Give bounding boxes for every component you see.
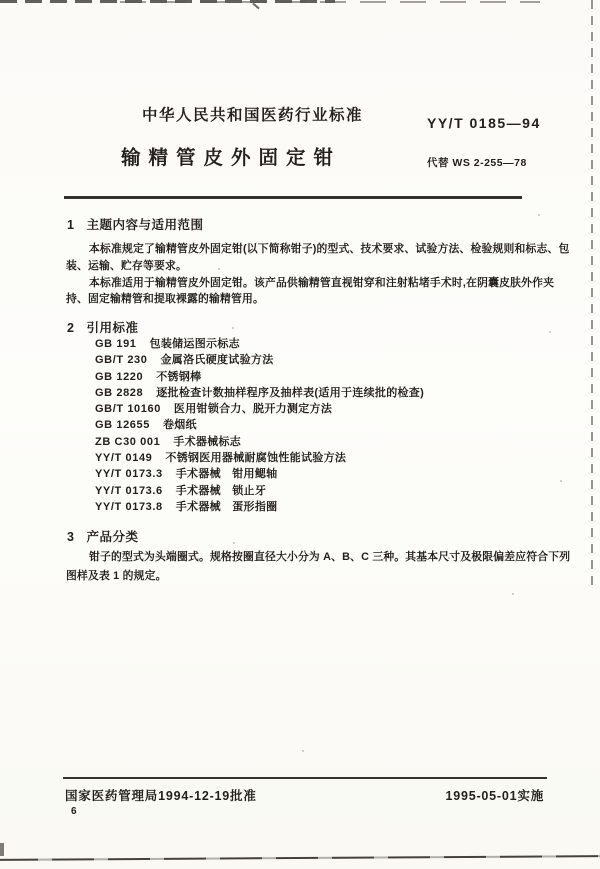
scan-speck <box>549 331 551 333</box>
reference-code: GB/T 230 <box>95 354 148 367</box>
section-heading-3 <box>67 527 138 545</box>
section-heading-1 <box>67 215 203 233</box>
reference-item <box>95 385 424 401</box>
scan-speck <box>512 593 514 595</box>
footer-rule <box>63 777 547 779</box>
section-number: 3 <box>67 530 75 544</box>
reference-title: 手术器械 钳用鳃轴 <box>175 468 278 481</box>
reference-item <box>95 434 424 450</box>
reference-title: 医用钳锁合力、脱开力测定方法 <box>173 403 333 416</box>
reference-code: YY/T 0149 <box>95 452 153 465</box>
section-heading-2 <box>67 318 138 336</box>
body-line: 本标准规定了输精管皮外固定钳(以下简称钳子)的型式、技术要求、试验方法、检验规则和标志、包 <box>89 243 570 255</box>
reference-title: 逐批检查计数抽样程序及抽样表(适用于连续批的检查) <box>156 386 425 399</box>
body-line: 钳子的型式为头端圈式。规格按圈直径大小分为 A、B、C 三种。其基本尺寸及极限偏差应符合下列 <box>89 551 571 563</box>
reference-title: 不锈钢医用器械耐腐蚀性能试验方法 <box>165 452 347 465</box>
reference-code: YY/T 0173.6 <box>95 484 163 497</box>
page-number: 6 <box>71 806 77 817</box>
reference-item <box>95 466 424 482</box>
reference-item <box>95 417 424 433</box>
scan-artifact-mark <box>252 3 259 10</box>
section-1-body <box>66 241 569 308</box>
scan-speck <box>560 480 562 482</box>
body-line: 图样及表 1 的规定。 <box>66 570 167 582</box>
document-title: 输精管皮外固定钳 <box>121 147 342 169</box>
header-rule <box>64 196 522 199</box>
reference-code: GB 191 <box>95 338 137 350</box>
body-line: 装、运输、贮存等要求。 <box>66 259 187 272</box>
section-number: 1 <box>67 218 75 232</box>
reference-title: 包装储运图示标志 <box>149 338 240 350</box>
scan-speck <box>538 214 540 216</box>
standard-number: YY/T 0185—94 <box>427 115 541 131</box>
reference-code: GB/T 10160 <box>95 403 161 416</box>
standard-org-title: 中华人民共和国医药行业标准 <box>142 107 364 124</box>
reference-item <box>95 369 424 385</box>
body-line: 本标准适用于输精管皮外固定钳。该产品供输精管直视钳穿和注射粘堵手术时,在阴囊皮肤外作夹 <box>89 276 555 289</box>
approval-note: 国家医药管理局1994-12-19批准 <box>65 789 257 803</box>
reference-list <box>95 336 424 515</box>
reference-item <box>95 401 424 417</box>
section-title: 产品分类 <box>86 530 139 544</box>
body-line: 持、固定输精管和提取裸露的输精管用。 <box>66 293 264 306</box>
reference-title: 手术器械标志 <box>173 435 242 448</box>
reference-item <box>95 450 424 466</box>
supersedes-note: 代替 WS 2-255—78 <box>427 157 527 169</box>
reference-code: YY/T 0173.8 <box>95 500 163 513</box>
reference-title: 不锈钢棒 <box>156 370 202 383</box>
scan-artifact-right-edge <box>591 0 593 590</box>
reference-item <box>95 483 424 499</box>
reference-item <box>95 352 424 368</box>
scan-artifact-left-mark <box>0 843 4 856</box>
reference-code: GB 2828 <box>95 386 144 399</box>
reference-code: ZB C30 001 <box>95 435 161 448</box>
scan-speck <box>302 750 304 752</box>
scan-speck <box>233 542 235 544</box>
implementation-note: 1995-05-01实施 <box>445 789 544 803</box>
reference-item <box>95 499 424 515</box>
reference-code: GB 12655 <box>95 419 150 432</box>
section-title: 引用标准 <box>86 321 139 335</box>
reference-item <box>95 336 424 352</box>
reference-title: 金属洛氏硬度试验方法 <box>160 354 274 367</box>
scan-artifact-top-edge-light <box>120 1 540 3</box>
reference-title: 手术器械 锁止牙 <box>175 484 267 497</box>
section-3-body <box>66 548 570 586</box>
section-title: 主题内容与适用范围 <box>86 218 204 232</box>
reference-code: GB 1220 <box>95 370 144 383</box>
reference-code: YY/T 0173.3 <box>95 468 163 481</box>
scan-speck <box>232 327 234 329</box>
reference-title: 卷烟纸 <box>162 419 197 432</box>
reference-title: 手术器械 蛋形指圈 <box>175 500 278 513</box>
section-number: 2 <box>67 321 75 335</box>
scan-artifact-bottom-line <box>0 855 600 861</box>
